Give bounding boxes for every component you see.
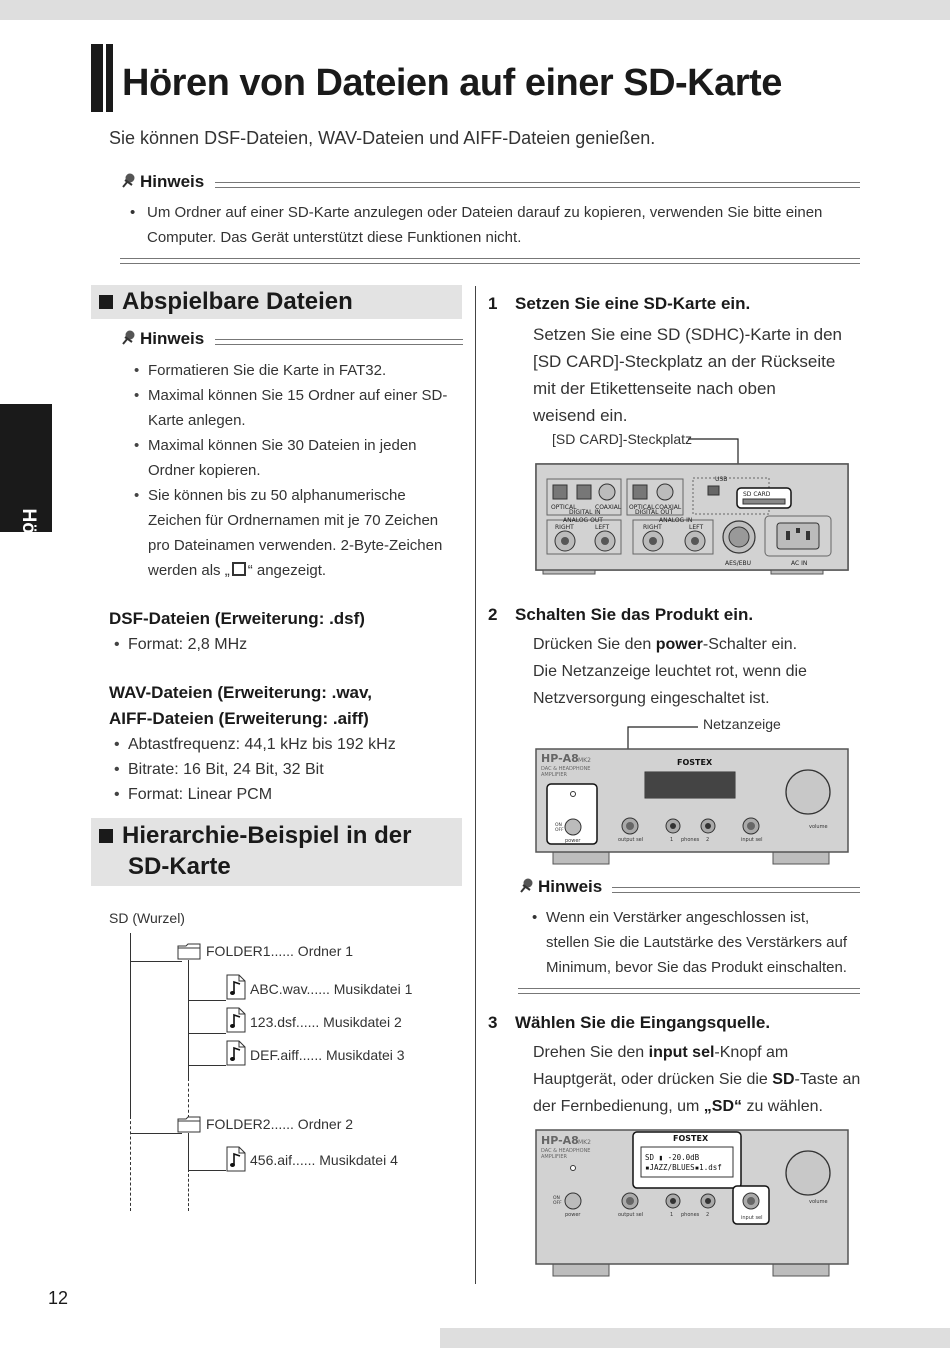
- svg-text:1: 1: [670, 837, 674, 843]
- svg-text:output sel: output sel: [618, 1212, 644, 1218]
- bottom-bar: [440, 1328, 950, 1348]
- coaxial-port: [657, 484, 673, 500]
- column-divider: [475, 286, 476, 1284]
- tree-file3-label: DEF.aiff...... Musikdatei 3: [250, 1047, 405, 1063]
- svg-text:FOSTEX: FOSTEX: [673, 1134, 709, 1143]
- svg-text:2: 2: [706, 1212, 710, 1218]
- step-3-title: Wählen Sie die Eingangsquelle.: [515, 1013, 771, 1032]
- front-panel-display-illustration: [533, 1128, 851, 1278]
- svg-text:input sel: input sel: [741, 837, 763, 843]
- label-ac-in: AC IN: [791, 560, 808, 567]
- label-optical: OPTICAL: [551, 504, 577, 511]
- step-2-body: Drücken Sie den power-Schalter ein. Die Netzanzeige leuchtet rot, wenn die Netzversorgung eingeschaltet ist.: [533, 636, 807, 707]
- list-item: • Format: Linear PCM: [114, 782, 454, 807]
- list-item: • Maximal können Sie 30 Dateien in jeden Ordner kopieren.: [134, 433, 456, 483]
- display-line-2: ▪JAZZ/BLUES▪1.dsf: [645, 1163, 722, 1172]
- model-label: HP-A8: [541, 752, 579, 765]
- volume-knob: [786, 1151, 830, 1195]
- page-title: Hören von Dateien auf einer SD-Karte: [122, 62, 782, 104]
- hint-step2: Hinweis • Wenn ein Verstärker angeschlossen ist, stellen Sie die Lautstärke des Verstärkers auf Minimum, bevor Sie das Produkt einschalten.: [518, 877, 860, 994]
- svg-text:output sel: output sel: [618, 837, 644, 843]
- front-panel-illustration: [533, 720, 851, 868]
- section-hierarchy-title-2: SD-Karte: [128, 853, 231, 880]
- power-led: [571, 792, 576, 797]
- list-item: • Sie können bis zu 50 alphanumerische Zeichen für Ordnernamen mit je 70 Zeichen pro Dateinamen verwenden. 2-Byte-Zeichen werden als „ “ angezeigt.: [134, 483, 456, 583]
- power-led: [571, 1166, 576, 1171]
- tree-file1-label: ABC.wav...... Musikdatei 1: [250, 981, 413, 997]
- svg-text:1: 1: [670, 1212, 674, 1218]
- brand-label: FOSTEX: [677, 758, 713, 767]
- svg-text:OFF: OFF: [555, 828, 564, 833]
- wav-heading-2: AIFF-Dateien (Erweiterung: .aiff): [109, 709, 369, 728]
- svg-text:OFF: OFF: [553, 1201, 562, 1206]
- page-number: 12: [48, 1288, 69, 1308]
- svg-text:AMPLIFIER: AMPLIFIER: [541, 772, 567, 778]
- folder-icon: [177, 943, 201, 960]
- svg-text:power: power: [565, 838, 581, 844]
- list-item: • Maximal können Sie 15 Ordner auf einer SD-Karte anlegen.: [134, 383, 456, 433]
- svg-text:phones: phones: [681, 1212, 700, 1218]
- svg-text:ON: ON: [555, 823, 562, 828]
- step-1-title: Setzen Sie eine SD-Karte ein.: [515, 294, 751, 313]
- svg-text:ON: ON: [553, 1196, 560, 1201]
- power-switch: [565, 819, 581, 835]
- wav-heading-1: WAV-Dateien (Erweiterung: .wav,: [109, 683, 372, 702]
- label-aes-ebu: AES/EBU: [725, 560, 752, 567]
- tree-file4-label: 456.aif...... Musikdatei 4: [250, 1152, 398, 1168]
- step-3-body: Drehen Sie den input sel-Knopf am Hauptgerät, oder drücken Sie die SD-Taste an der Fernbedienung, um „SD“ zu wählen.: [533, 1044, 861, 1115]
- tree-file2-label: 123.dsf...... Musikdatei 2: [250, 1014, 402, 1030]
- label-digital-in: DIGITAL IN: [569, 509, 601, 516]
- step-2-title: Schalten Sie das Produkt ein.: [515, 605, 754, 624]
- foot: [773, 1264, 829, 1276]
- pin-icon: [518, 877, 536, 895]
- music-file-icon: [226, 1146, 246, 1172]
- svg-text:power: power: [565, 1212, 581, 1218]
- label-left: LEFT: [595, 524, 610, 531]
- label-digital-out: DIGITAL OUT: [635, 509, 674, 516]
- hint-heading: Hinweis: [120, 172, 204, 191]
- hint-playable: Hinweis: [120, 329, 463, 351]
- step-2-number: 2: [488, 605, 498, 624]
- power-switch: [565, 1193, 581, 1209]
- section-hierarchy-title-1: Hierarchie-Beispiel in der: [122, 822, 412, 849]
- list-item: • Formatieren Sie die Karte in FAT32.: [134, 358, 456, 383]
- section-playable-title: Abspielbare Dateien: [122, 288, 353, 315]
- dsf-heading: DSF-Dateien (Erweiterung: .dsf): [109, 609, 365, 628]
- svg-text:DAC & HEADPHONE: DAC & HEADPHONE: [541, 766, 591, 772]
- sd-slot-caption: [SD CARD]-Steckplatz: [552, 431, 693, 447]
- svg-text:AMPLIFIER: AMPLIFIER: [541, 1154, 567, 1160]
- rear-panel-illustration: [533, 430, 851, 582]
- hint-top-text: • Um Ordner auf einer SD-Karte anzulegen oder Dateien darauf zu kopieren, verwenden Sie bitte einen Computer. Das Gerät unterstützt diese Funktionen nicht.: [130, 204, 823, 246]
- music-file-icon: [226, 1007, 246, 1033]
- page-intro: Sie können DSF-Dateien, WAV-Dateien und AIFF-Dateien genießen.: [109, 128, 656, 148]
- foot: [553, 1264, 609, 1276]
- hierarchy-tree: [0, 0, 470, 1348]
- step-1-body: Setzen Sie eine SD (SDHC)-Karte in den [SD CARD]-Steckplatz an der Rückseite mit der Etikettenseite nach oben weisend ein.: [533, 325, 842, 425]
- power-indicator-caption: Netzanzeige: [703, 716, 781, 732]
- tree-folder1-label: FOLDER1...... Ordner 1: [206, 943, 354, 959]
- svg-text:MK2: MK2: [578, 1139, 591, 1146]
- music-file-icon: [226, 974, 246, 1000]
- optical-port: [553, 485, 567, 499]
- tree-root-label: SD (Wurzel): [109, 910, 185, 926]
- optical-port: [577, 485, 591, 499]
- folder-icon: [177, 1116, 201, 1133]
- display-line-1: SD ▮ -20.0dB: [645, 1153, 700, 1162]
- label-sd-card: SD CARD: [743, 491, 771, 498]
- svg-text:volume: volume: [809, 1199, 828, 1205]
- label-right: RIGHT: [555, 524, 574, 531]
- label-coaxial: COAXIAL: [595, 504, 622, 511]
- coaxial-port: [599, 484, 615, 500]
- optical-port: [633, 485, 647, 499]
- svg-text:HP-A8: HP-A8: [541, 1134, 579, 1147]
- svg-text:LEFT: LEFT: [689, 524, 704, 531]
- side-tab: Hören: [0, 404, 52, 532]
- label-analog-in: ANALOG IN: [659, 517, 693, 524]
- volume-knob: [786, 770, 830, 814]
- svg-text:input sel: input sel: [741, 1215, 763, 1221]
- svg-text:volume: volume: [809, 824, 828, 830]
- svg-text:2: 2: [706, 837, 710, 843]
- display: [641, 1147, 733, 1177]
- usb-port: [708, 486, 719, 495]
- svg-text:phones: phones: [681, 837, 700, 843]
- ac-socket: [777, 523, 819, 549]
- music-file-icon: [226, 1040, 246, 1066]
- list-item: • Format: 2,8 MHz: [114, 632, 454, 657]
- svg-text:OPTICAL: OPTICAL: [629, 504, 655, 511]
- svg-text:COAXIAL: COAXIAL: [655, 504, 682, 511]
- label-analog-out: ANALOG OUT: [563, 517, 603, 524]
- step-1-number: 1: [488, 294, 498, 313]
- tree-folder2-label: FOLDER2...... Ordner 2: [206, 1116, 354, 1132]
- list-item: • Bitrate: 16 Bit, 24 Bit, 32 Bit: [114, 757, 454, 782]
- list-item: • Abtastfrequenz: 44,1 kHz bis 192 kHz: [114, 732, 454, 757]
- sd-slot-opening: [743, 499, 785, 504]
- svg-text:DAC & HEADPHONE: DAC & HEADPHONE: [541, 1148, 591, 1154]
- label-usb: USB: [715, 476, 728, 483]
- step-3-number: 3: [488, 1013, 498, 1032]
- svg-text:RIGHT: RIGHT: [643, 524, 662, 531]
- svg-text:MK2: MK2: [578, 757, 591, 764]
